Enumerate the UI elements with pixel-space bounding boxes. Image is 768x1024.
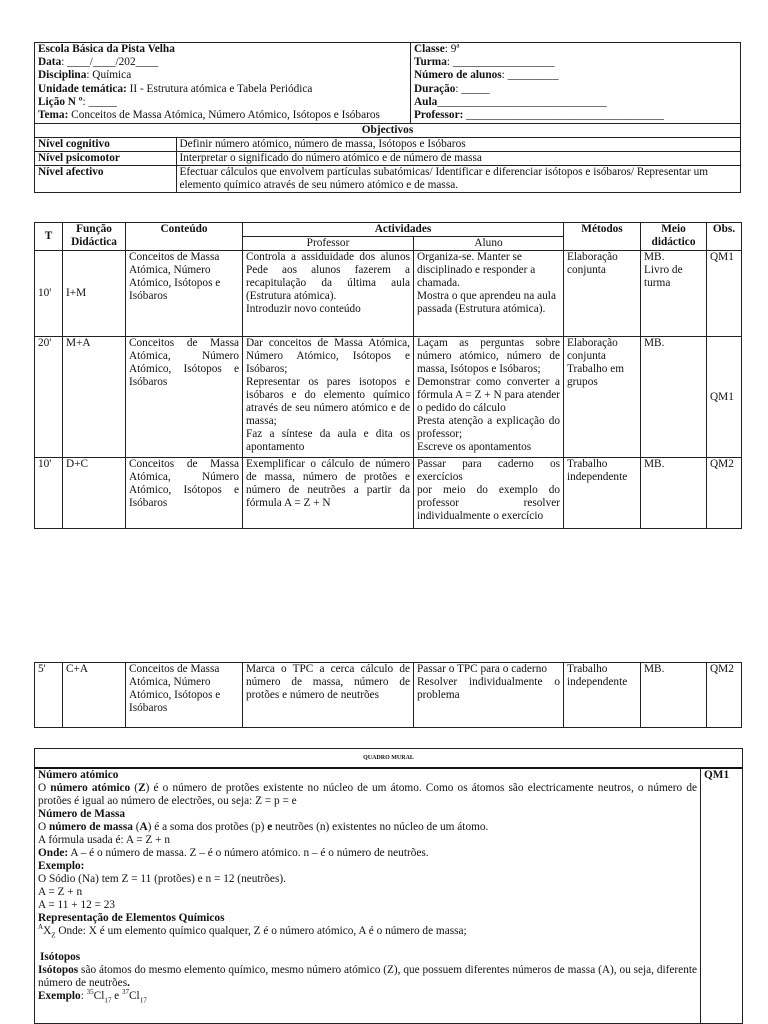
cell-meio: MB. xyxy=(641,458,707,529)
cell-metodos: Elaboração conjunta xyxy=(564,251,641,337)
aula-value[interactable]: ______________________________ xyxy=(437,95,607,108)
cell-obs: QM1 xyxy=(707,251,742,337)
professor-label: Professor: xyxy=(414,109,464,122)
turma-value[interactable]: : __________________ xyxy=(446,56,555,69)
cell-t: 5' xyxy=(35,663,63,728)
cell-conteudo: Conceitos de Massa Atómica, Número Atómico, Isótopos e Isóbaros xyxy=(126,458,243,529)
heading-isotopos: Isótopos xyxy=(40,951,81,963)
cell-meio: MB. xyxy=(641,337,707,458)
professor-value[interactable]: ___________________________________ xyxy=(463,109,664,122)
heading-representacao: Representação de Elementos Químicos xyxy=(38,912,225,924)
cell-t: 20' xyxy=(35,337,63,458)
heading-numero-atomico: Número atómico xyxy=(38,769,119,781)
turma-label: Turma xyxy=(414,56,447,69)
cell-professor: Marca o TPC a cerca cálculo de número de massa, número de protões e número de neutrões xyxy=(243,663,414,728)
formula-text: A fórmula usada é: A = Z + n xyxy=(38,834,170,846)
objective-row xyxy=(35,138,740,152)
objective-label: Nível cognitivo xyxy=(35,138,176,152)
cell-conteudo: Conceitos de Massa Atómica, Número Atómico, Isótopos e Isóbaros xyxy=(126,663,243,728)
classe-value: : 9ª xyxy=(444,43,460,55)
cell-funcao: C+A xyxy=(63,663,126,728)
plan-row xyxy=(35,458,742,529)
cell-professor: Dar conceitos de Massa Atómica, Número Atómico, Isótopos e Isóbaros; Representar os pares isotopos e isóbaros e do elemento químico através de seu número atómico e de massa; Faz a síntese da aula e dita os apontamento xyxy=(243,337,414,458)
plan-row xyxy=(35,663,742,728)
header-right xyxy=(411,43,741,124)
cell-obs: QM1 xyxy=(707,337,742,458)
cell-meio: MB. Livro de turma xyxy=(641,251,707,337)
disciplina-value: : Química xyxy=(86,69,132,82)
objective-text: Efectuar cálculos que envolvem partículas subatómicas/ Identificar e diferenciar isótopos e isóbaros/ Representar um elemento químico através de seu número atómico e de massa. xyxy=(176,166,740,193)
cell-aluno: Laçam as perguntas sobre número atómico, número de massa, Isótopos e Isóbaros; Demonstrar como converter a fórmula A = Z + N para atender o pedido do cálculo Presta atenção a explicação do professor; Escreve os apontamentos xyxy=(414,337,564,458)
cell-metodos: Elaboração conjunta Trabalho em grupos xyxy=(564,337,641,458)
col-meio: Meio didáctico xyxy=(641,223,707,251)
col-metodos: Métodos xyxy=(564,223,641,251)
unidade-value: II - Estrutura atómica e Tabela Periódica xyxy=(126,82,313,95)
objectives-table xyxy=(35,138,740,192)
cell-professor: Exemplificar o cálculo de número de massa, número de protões e número de neutrões a partir da fórmula A = Z + N xyxy=(243,458,414,529)
header-left xyxy=(35,43,411,124)
cell-conteudo: Conceitos de Massa Atómica, Número Atómico, Isótopos e Isóbaros xyxy=(126,251,243,337)
school-name: Escola Básica da Pista Velha xyxy=(38,43,175,55)
col-conteudo: Conteúdo xyxy=(126,223,243,251)
objective-text: Definir número atómico, número de massa, Isótopos e Isóbaros xyxy=(176,138,740,152)
disciplina-label: Disciplina xyxy=(38,69,87,82)
tema-label: Tema: xyxy=(38,109,69,122)
cell-conteudo: Conceitos de Massa Atómica, Número Atómico, Isótopos e Isóbaros xyxy=(126,337,243,458)
cell-funcao: D+C xyxy=(63,458,126,529)
aula-label: Aula xyxy=(414,95,438,108)
duracao-value[interactable]: : _____ xyxy=(455,82,490,95)
col-funcao: Função Didáctica xyxy=(63,223,126,251)
data-label: Data xyxy=(38,56,62,69)
heading-numero-massa: Número de Massa xyxy=(38,808,126,820)
data-value[interactable]: : ____/____/202____ xyxy=(61,56,159,69)
cell-aluno: Organiza-se. Manter se disciplinado e responder a chamada. Mostra o que aprendeu na aula passada (Estrutura atómica). xyxy=(414,251,564,337)
cell-professor: Controla a assiduidade dos alunos Pede aos alunos fazerem a recapitulação da última aula (Estrutura atómica). Introduzir novo conteúdo xyxy=(243,251,414,337)
col-aluno: Aluno xyxy=(414,237,564,251)
objective-row xyxy=(35,152,740,166)
alunos-value[interactable]: : _________ xyxy=(501,69,559,82)
col-professor: Professor xyxy=(243,237,414,251)
classe-label: Classe xyxy=(414,43,445,55)
cell-funcao: I+M xyxy=(63,251,126,337)
cell-aluno: Passar para caderno os exercícios por meio do exemplo do professor resolver individualmente o exercício xyxy=(414,458,564,529)
licao-label: Lição N º xyxy=(38,95,83,108)
lesson-plan-table xyxy=(34,222,742,529)
cell-t: 10' xyxy=(35,251,63,337)
objective-label: Nível afectivo xyxy=(35,166,176,193)
plan-row xyxy=(35,251,742,337)
col-obs: Obs. xyxy=(707,223,742,251)
lesson-plan-table-continued xyxy=(34,662,742,728)
tema-value: Conceitos de Massa Atómica, Número Atómico, Isótopos e Isóbaros xyxy=(68,109,380,122)
mural-title: QUADRO MURAL xyxy=(35,749,743,769)
objective-row xyxy=(35,166,740,193)
heading-exemplo: Exemplo: xyxy=(38,860,85,872)
cell-meio: MB. xyxy=(641,663,707,728)
col-actividades: Actividades xyxy=(243,223,564,237)
mural-content: Número atómico O número atómico (Z) é o número de protões existente no núcleo de um átomo. Como os átomos são electricamente neutros, o número de protões é igual ao número de electrões, ou seja: Z = p = e Número de Massa O número de massa (A) é a soma dos protões (p) e neutrões (n) existentes no núcleo de um átomo. A fórmula usada é: A = Z + n Onde: A – é o número de massa. Z – é o número atómico. n – é o número de neutrões. Exemplo: O Sódio (Na) tem Z = 11 (protões) e n = 12 (neutrões). A = Z + n A = 11 + 12 = 23 Representação de Elementos Químicos $^AX_Z$ Onde: X é um elemento químico qualquer, Z é o número atómico, A é o número de massa; Isótopos Isótopos são átomos do mesmo elemento químico, mesmo número atómico (Z), que possuem diferentes números de massa (A), ou seja, diferente número de neutrões. Exemplo: $^{35}Cl_{17}$ e $^{37}Cl_{17}$ xyxy=(35,768,701,1024)
alunos-label: Número de alunos xyxy=(414,69,502,82)
objectives-title: Objectivos xyxy=(35,124,741,138)
cell-metodos: Trabalho independente xyxy=(564,458,641,529)
mural-tag: QM1 xyxy=(701,768,743,1024)
cell-aluno: Passar o TPC para o caderno Resolver individualmente o problema xyxy=(414,663,564,728)
cell-obs: QM2 xyxy=(707,458,742,529)
unidade-label: Unidade temática: xyxy=(38,82,127,95)
licao-value[interactable]: : _____ xyxy=(82,95,117,108)
cell-t: 10' xyxy=(35,458,63,529)
duracao-label: Duração xyxy=(414,82,456,95)
plan-row xyxy=(35,337,742,458)
lesson-header-table xyxy=(34,42,741,193)
quadro-mural xyxy=(34,748,743,1024)
objective-label: Nível psicomotor xyxy=(35,152,176,166)
cell-metodos: Trabalho independente xyxy=(564,663,641,728)
cell-funcao: M+A xyxy=(63,337,126,458)
cell-obs: QM2 xyxy=(707,663,742,728)
objective-text: Interpretar o significado do número atómico e de número de massa xyxy=(176,152,740,166)
col-t: T xyxy=(35,223,63,251)
